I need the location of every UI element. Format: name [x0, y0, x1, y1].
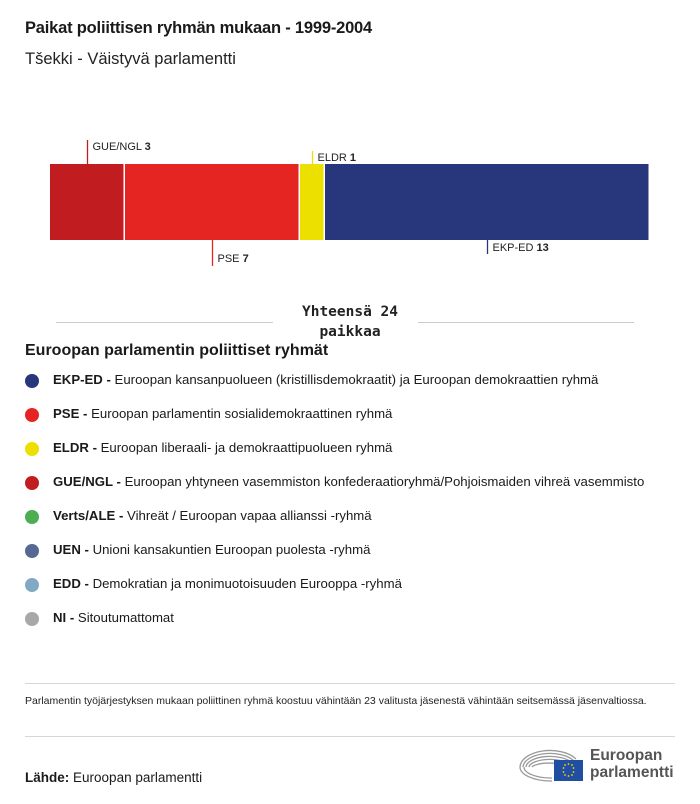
- legend-abbr: EKP-ED -: [53, 372, 111, 387]
- divider-top: [25, 683, 675, 684]
- bar-segment-gue-ngl: [50, 164, 124, 240]
- legend-item: [25, 541, 665, 559]
- legend-dot-icon: [25, 510, 39, 524]
- legend-desc: Unioni kansakuntien Euroopan puolesta -ryhmä: [88, 542, 371, 557]
- source: [25, 770, 202, 785]
- source-value: Euroopan parlamentti: [73, 770, 203, 785]
- legend-abbr: Verts/ALE -: [53, 508, 124, 523]
- legend-abbr: PSE -: [53, 406, 88, 421]
- legend-desc: Euroopan kansanpuolueen (kristillisdemokraatit) ja Euroopan demokraattien ryhmä: [110, 372, 599, 387]
- legend-desc: Vihreät / Euroopan vapaa allianssi -ryhmä: [123, 508, 372, 523]
- legend-abbr: NI -: [53, 610, 75, 625]
- legend-desc: Sitoutumattomat: [74, 610, 174, 625]
- chart-subtitle: Tšekki - Väistyvä parlamentti: [25, 50, 236, 68]
- legend-desc: Euroopan parlamentin sosialidemokraattinen ryhmä: [87, 406, 393, 421]
- legend-dot-icon: [25, 442, 39, 456]
- total-seats: [270, 302, 430, 342]
- source-label: Lähde:: [25, 770, 70, 785]
- divider-bottom: [25, 736, 675, 737]
- legend-dot-icon: [25, 408, 39, 422]
- data-label: EKP-ED 13: [492, 242, 549, 254]
- stacked-bar-chart: [0, 130, 700, 280]
- logo-line1: Euroopan: [590, 747, 663, 764]
- legend-item: [25, 371, 665, 389]
- total-line2: paikkaa: [319, 324, 381, 340]
- data-label: ELDR 1: [317, 152, 357, 164]
- legend-abbr: GUE/NGL -: [53, 474, 121, 489]
- logo-text: [590, 747, 674, 781]
- legend-dot-icon: [25, 374, 39, 388]
- legend-item: [25, 473, 665, 491]
- logo-line2: parlamentti: [590, 764, 674, 781]
- bar-segment-eldr: [300, 164, 324, 240]
- legend: [25, 371, 665, 643]
- data-label: PSE 7: [217, 253, 249, 265]
- legend-dot-icon: [25, 612, 39, 626]
- total-divider-left: [56, 322, 273, 323]
- data-label: GUE/NGL 3: [92, 141, 151, 153]
- legend-desc: Euroopan liberaali- ja demokraattipuolueen ryhmä: [96, 440, 393, 455]
- legend-item: [25, 405, 665, 423]
- legend-abbr: UEN -: [53, 542, 89, 557]
- legend-dot-icon: [25, 476, 39, 490]
- legend-item: [25, 439, 665, 457]
- bar-segment-pse: [125, 164, 299, 240]
- legend-abbr: EDD -: [53, 576, 89, 591]
- european-parliament-logo: [518, 745, 678, 785]
- total-divider-right: [418, 322, 634, 323]
- legend-item: [25, 575, 665, 593]
- legend-dot-icon: [25, 544, 39, 558]
- footnote: Parlamentin työjärjestyksen mukaan poliittinen ryhmä koostuu vähintään 23 valitusta jäsenestä vähintään seitsemässä jäsenvaltiossa.: [25, 695, 647, 707]
- bar-segment-ekp-ed: [325, 164, 649, 240]
- legend-desc: Demokratian ja monimuotoisuuden Eurooppa -ryhmä: [88, 576, 402, 591]
- legend-desc: Euroopan yhtyneen vasemmiston konfederaatioryhmä/Pohjoismaiden vihreä vasemmisto: [120, 474, 645, 489]
- chart-title: Paikat poliittisen ryhmän mukaan - 1999-2004: [25, 19, 373, 37]
- legend-item: [25, 609, 665, 627]
- european-parliament-hemicycle-icon: [518, 745, 584, 785]
- legend-item: [25, 507, 665, 525]
- legend-abbr: ELDR -: [53, 440, 97, 455]
- total-line1: Yhteensä 24: [301, 304, 399, 320]
- legend-dot-icon: [25, 578, 39, 592]
- legend-title: Euroopan parlamentin poliittiset ryhmät: [25, 342, 329, 359]
